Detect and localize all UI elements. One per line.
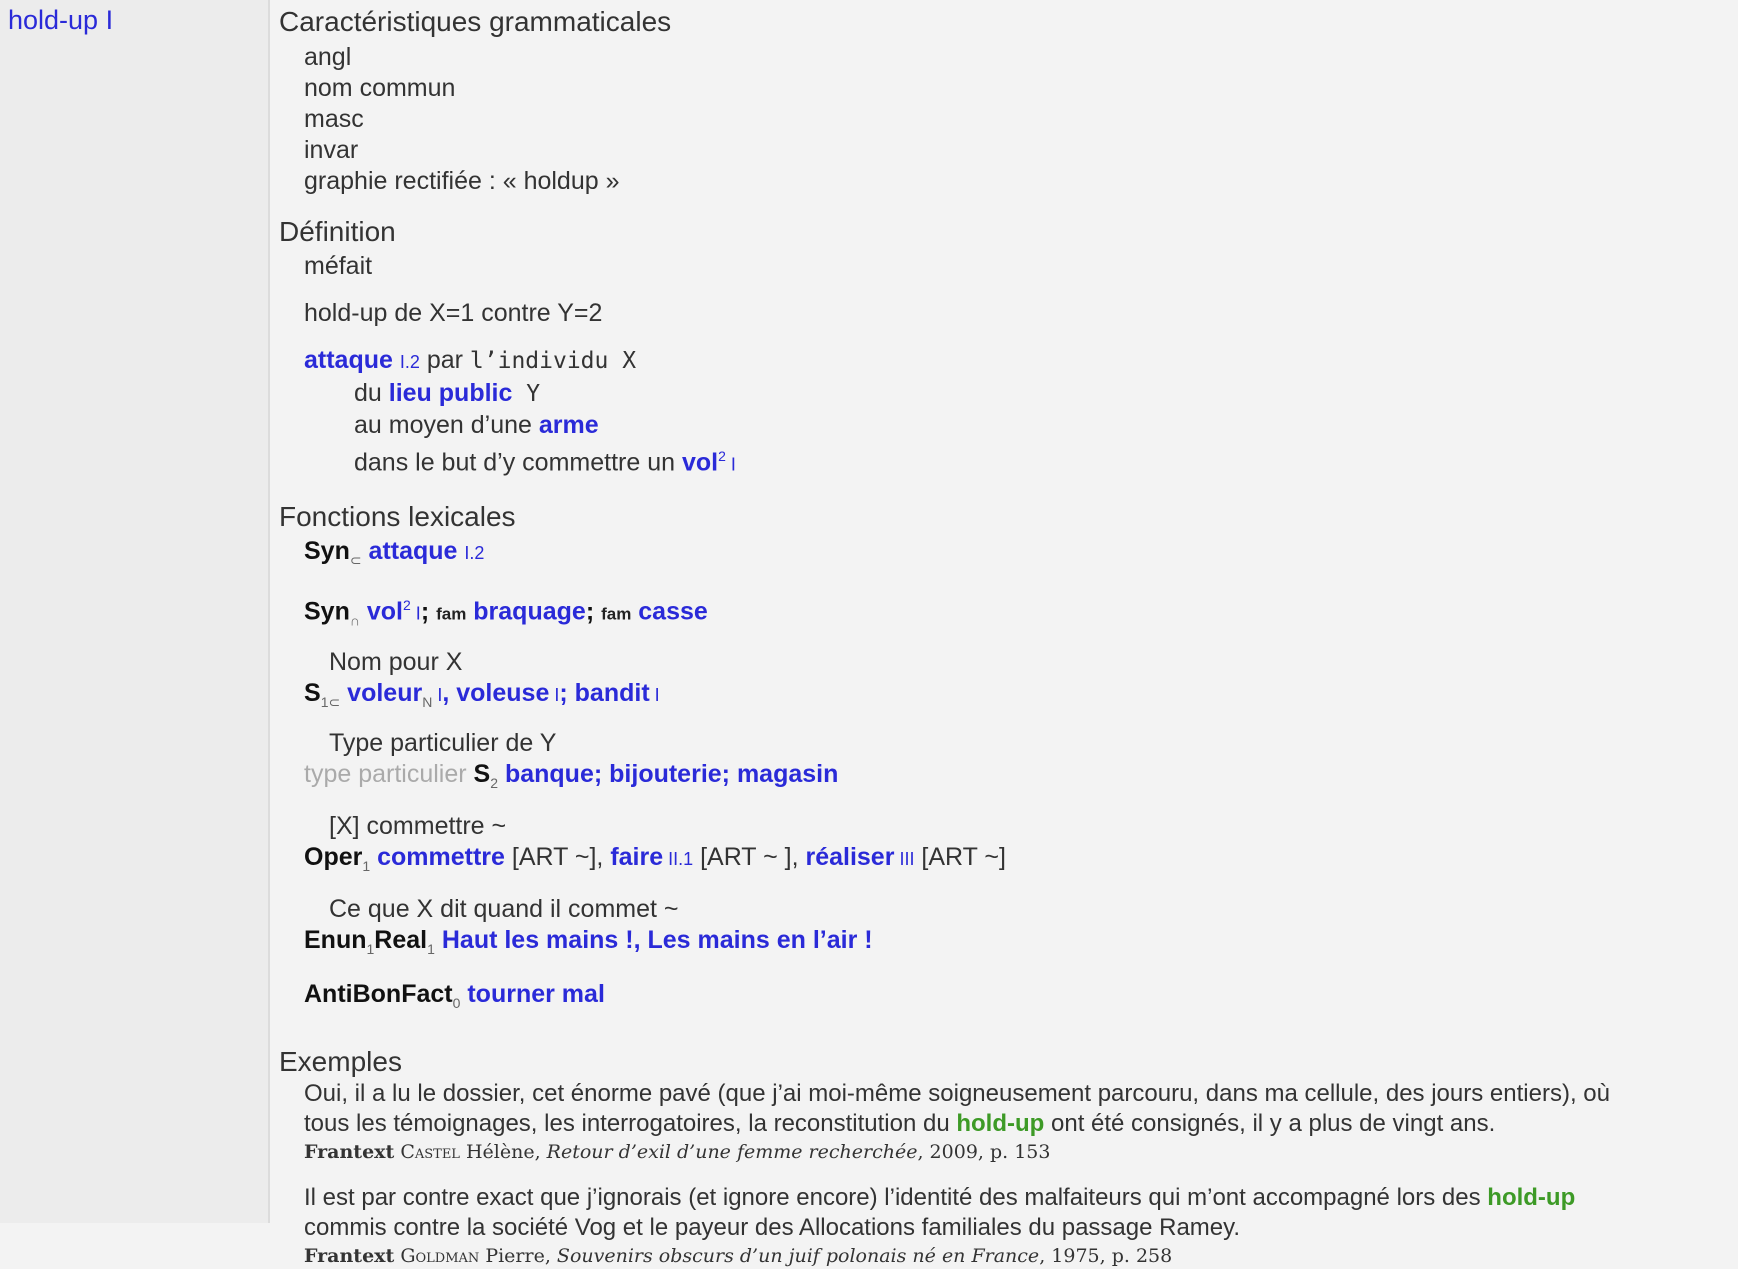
lf-gloss: Nom pour X — [329, 647, 463, 676]
definition-label: méfait — [304, 252, 373, 280]
definition-line — [304, 345, 1734, 378]
lf-subscript: 2 — [490, 774, 499, 791]
lf-value-link[interactable]: voleuse — [456, 678, 550, 707]
separator: , — [633, 925, 648, 954]
homonym-number: 2 — [403, 597, 411, 614]
lf-name: Enun — [304, 925, 367, 954]
lf-value-link[interactable]: tourner mal — [467, 979, 605, 1008]
lf-text: [ART ~] — [914, 842, 1006, 871]
lf-value-link[interactable]: bijouterie — [609, 759, 722, 788]
lf-value-link[interactable]: Les mains en l’air ! — [647, 925, 873, 954]
sense-number: I — [649, 684, 660, 705]
lf-name: S — [473, 759, 491, 788]
example-line: Il est par contre exact que j’ignorais (et ignore encore) l’identité des malfaiteurs qui m’ont accompagné lors des — [304, 1183, 1488, 1211]
sense-number: I — [410, 603, 421, 624]
lf-value-link[interactable]: voleur — [347, 678, 423, 707]
lf-value-link[interactable]: attaque — [368, 537, 458, 566]
lf-subscript: ∩ — [349, 612, 360, 629]
source-details: , 2009, p. 153 — [917, 1140, 1051, 1163]
sense-number: I — [725, 454, 736, 475]
example-text — [304, 1183, 1734, 1243]
grammar-item: nom commun — [304, 74, 456, 102]
lf-subscript: ⊂ — [349, 552, 362, 569]
separator: ; — [559, 678, 575, 707]
definition-link-vol[interactable]: vol — [681, 448, 719, 477]
lf-name: AntiBonFact — [304, 979, 453, 1008]
definition-actants: hold-up de X=1 contre Y=2 — [304, 299, 603, 327]
register-label: fam — [601, 604, 632, 624]
example-source — [304, 1139, 1734, 1165]
grammatical-features-section — [279, 5, 1734, 197]
lf-text: [ART ~], — [504, 842, 611, 871]
definition-line — [304, 441, 1734, 480]
definition-link-arme[interactable]: arme — [538, 411, 599, 439]
source-corpus: Frantext — [304, 1244, 395, 1267]
source-author-first: Hélène, — [459, 1140, 547, 1163]
lf-value-link[interactable]: magasin — [736, 759, 839, 788]
sense-number: I.2 — [399, 352, 420, 372]
grammar-item: masc — [304, 105, 364, 133]
sense-number: II.1 — [663, 848, 694, 869]
lf-subscript: N — [422, 693, 433, 710]
lf-value-link[interactable]: casse — [638, 597, 708, 626]
source-corpus: Frantext — [304, 1140, 395, 1163]
lf-value-link[interactable]: braquage — [473, 597, 586, 626]
lexical-functions-section — [279, 500, 1734, 1018]
definition-variable: l’individu X — [469, 348, 637, 374]
lf-row-antibonfact — [304, 979, 1734, 1019]
example-text — [304, 1079, 1734, 1139]
sense-number: III — [894, 848, 915, 869]
example-line: Oui, il a lu le dossier, cet énorme pavé (que j’ai moi-même soigneusement parcouru, dans ma cellule, des jours entiers), où — [304, 1079, 1610, 1107]
grammar-item: angl — [304, 43, 352, 71]
definition-section — [279, 215, 1734, 480]
lf-name: Real — [374, 925, 428, 954]
definition-text: par — [419, 346, 470, 374]
lf-gloss: [X] commettre ~ — [329, 811, 507, 840]
source-author: Castel — [400, 1140, 460, 1163]
register-label: fam — [436, 604, 467, 624]
source-details: , 1975, p. 258 — [1039, 1244, 1173, 1267]
lf-name: S — [304, 678, 321, 707]
grammar-item: graphie rectifiée : « holdup » — [304, 167, 620, 195]
definition-link-lieu-public[interactable]: lieu public — [388, 379, 513, 407]
lf-value-link[interactable]: commettre — [377, 842, 505, 871]
lf-value-link[interactable]: vol — [366, 597, 403, 626]
definition-text: du — [354, 379, 389, 407]
source-title: Souvenirs obscurs d’un juif polonais né en France — [556, 1244, 1040, 1267]
examples-section — [279, 1045, 1734, 1269]
entry-content — [279, 5, 1734, 1269]
lf-value-link[interactable]: Haut les mains ! — [441, 925, 634, 954]
section-title-examples: Exemples — [279, 1045, 402, 1077]
definition-variable: Y — [512, 381, 541, 407]
lf-row-syn-sub — [304, 536, 1734, 576]
homonym-number: 2 — [718, 448, 726, 464]
separator: ; — [721, 759, 737, 788]
lemma-link[interactable]: hold-up I — [8, 5, 114, 35]
separator: ; — [593, 759, 610, 788]
lf-row-oper — [304, 842, 1734, 882]
grammar-item: invar — [304, 136, 359, 164]
lf-subscript: 1 — [427, 940, 435, 957]
separator: ; — [420, 597, 437, 626]
lf-qualifier: type particulier — [304, 759, 474, 788]
sense-number: I — [549, 684, 560, 705]
example-line: commis contre la société Vog et le payeur des Allocations familiales du passage Ramey. — [304, 1213, 1241, 1241]
lf-row-s1 — [304, 678, 1734, 718]
section-title-grammar: Caractéristiques grammaticales — [279, 6, 672, 37]
lf-subscript: 0 — [452, 994, 461, 1011]
lf-name: Syn — [304, 537, 350, 566]
example-line: tous les témoignages, les interrogatoires, la reconstitution du — [304, 1109, 957, 1137]
left-column — [0, 0, 270, 1223]
lf-value-link[interactable]: faire — [610, 842, 664, 871]
lf-gloss: Ce que X dit quand il commet ~ — [329, 894, 679, 923]
lf-row-syn-inter — [304, 590, 1734, 636]
lf-name: Syn — [304, 597, 350, 626]
definition-text: au moyen d’une — [354, 411, 539, 439]
lf-value-link[interactable]: réaliser — [805, 842, 895, 871]
lf-name: Oper — [304, 842, 363, 871]
lf-value-link[interactable]: banque — [504, 759, 594, 788]
definition-line — [304, 378, 1734, 410]
lf-value-link[interactable]: bandit — [574, 678, 650, 707]
lf-row-s2 — [304, 759, 1734, 799]
lf-text: [ART ~ ], — [693, 842, 806, 871]
separator: , — [442, 678, 457, 707]
source-title: Retour d’exil d’une femme recherchée — [546, 1140, 918, 1163]
lf-subscript: 1 — [362, 857, 371, 874]
example-keyword: hold-up — [1487, 1183, 1576, 1211]
definition-line — [304, 410, 1734, 441]
separator: ; — [585, 597, 602, 626]
definition-link-attaque[interactable]: attaque — [304, 346, 393, 374]
definition-text: dans le but d’y commettre un — [354, 448, 682, 477]
example-line: ont été consignés, il y a plus de vingt ans. — [1044, 1109, 1496, 1137]
lf-subscript: 1 — [366, 940, 375, 957]
sense-number: I.2 — [464, 543, 485, 564]
example-source — [304, 1243, 1734, 1269]
example-keyword: hold-up — [956, 1109, 1045, 1137]
source-author-first: Pierre, — [479, 1244, 557, 1267]
section-title-definition: Définition — [279, 216, 396, 247]
lf-gloss: Type particulier de Y — [329, 728, 557, 757]
source-author: Goldman — [400, 1244, 480, 1267]
lf-subscript: 1⊂ — [320, 693, 341, 710]
section-title-lexical-functions: Fonctions lexicales — [279, 501, 516, 533]
lf-row-enun — [304, 925, 1734, 965]
sense-number: I — [432, 684, 443, 705]
